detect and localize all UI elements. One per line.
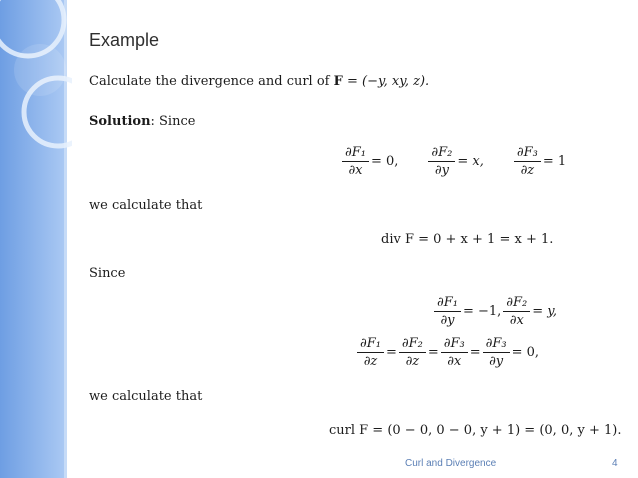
solution-intro	[89, 114, 195, 129]
fraction	[483, 336, 510, 369]
problem-rhs: = (−y, xy, z).	[342, 74, 430, 89]
footer-title: Curl and Divergence	[405, 458, 497, 469]
equation-rhs: = 0,	[511, 345, 540, 360]
fraction-denominator: ∂x	[447, 354, 462, 369]
partials-row-3	[355, 336, 539, 369]
equation-rhs: =	[385, 345, 397, 360]
slide-title: Example	[89, 30, 160, 50]
fraction	[441, 336, 468, 369]
solution-rest: : Since	[150, 114, 196, 129]
fraction-denominator: ∂z	[405, 354, 420, 369]
fraction-numerator: ∂F₁	[342, 145, 369, 162]
fraction-numerator: ∂F₃	[483, 336, 510, 353]
fraction-numerator: ∂F₁	[357, 336, 384, 353]
slide-decoration	[0, 0, 72, 478]
page-number: 4	[612, 458, 618, 469]
equation-rhs: = −1,	[462, 304, 502, 319]
solution-label: Solution	[89, 114, 151, 129]
curl-equation: curl F = (0 − 0, 0 − 0, y + 1) = (0, 0, y + 1).	[329, 423, 622, 438]
fraction	[399, 336, 426, 369]
fraction	[514, 145, 541, 178]
equation-rhs: =	[427, 345, 439, 360]
fraction-denominator: ∂z	[520, 163, 535, 178]
fraction-denominator: ∂y	[434, 163, 449, 178]
fraction-numerator: ∂F₃	[514, 145, 541, 162]
fraction-numerator: ∂F₁	[434, 295, 461, 312]
fraction	[428, 145, 455, 178]
fraction	[357, 336, 384, 369]
equation-rhs: = x,	[457, 154, 484, 169]
since-text: Since	[89, 266, 126, 281]
fraction	[503, 295, 530, 328]
fraction-numerator: ∂F₂	[428, 145, 455, 162]
fraction-denominator: ∂z	[363, 354, 378, 369]
equation-rhs: = y,	[532, 304, 558, 319]
fraction	[342, 145, 369, 178]
fraction-numerator: ∂F₂	[503, 295, 530, 312]
fraction-denominator: ∂x	[509, 313, 524, 328]
we-calculate-text-1: we calculate that	[89, 198, 203, 213]
vector-F: F	[333, 74, 343, 89]
partials-row-1	[340, 145, 566, 178]
problem-prefix: Calculate the divergence and curl of	[89, 74, 330, 89]
we-calculate-text-2: we calculate that	[89, 389, 203, 404]
problem-statement	[89, 74, 429, 89]
fraction-denominator: ∂x	[348, 163, 363, 178]
fraction-numerator: ∂F₂	[399, 336, 426, 353]
fraction-numerator: ∂F₃	[441, 336, 468, 353]
fraction-denominator: ∂y	[440, 313, 455, 328]
equation-rhs: = 1	[542, 154, 567, 169]
equation-rhs: = 0,	[370, 154, 399, 169]
fraction	[434, 295, 461, 328]
divergence-equation: div F = 0 + x + 1 = x + 1.	[381, 232, 554, 247]
equation-rhs: =	[469, 345, 481, 360]
fraction-denominator: ∂y	[489, 354, 504, 369]
partials-row-2	[432, 295, 557, 328]
